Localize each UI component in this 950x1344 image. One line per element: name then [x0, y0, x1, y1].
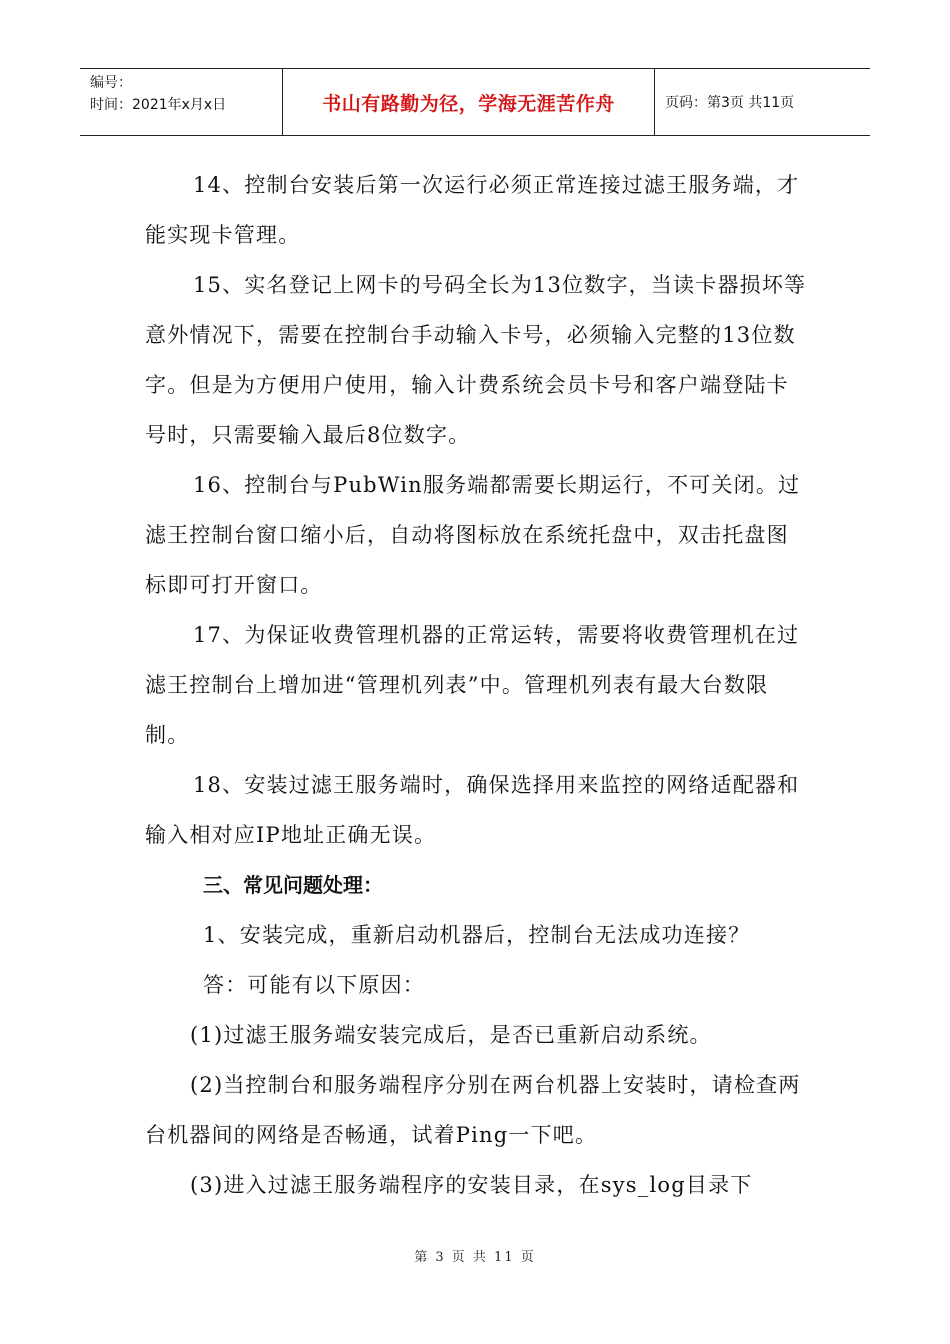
question-1: 1、安装完成，重新启动机器后，控制台无法成功连接？	[203, 923, 751, 947]
reason-3: (3)进入过滤王服务端程序的安装目录，在sys_log目录下	[190, 1173, 753, 1197]
paragraph-18: 18、安装过滤王服务端时，确保选择用来监控的网络适配器和输入相对应IP地址正确无误。	[145, 773, 800, 847]
paragraph-17: 17、为保证收费管理机器的正常运转，需要将收费管理机在过滤王控制台上增加进“管理机列表”中。管理机列表有最大台数限制。	[145, 623, 800, 747]
paragraph-14: 14、控制台安装后第一次运行必须正常连接过滤王服务端，才能实现卡管理。	[145, 173, 800, 247]
header-motto: 书山有路勤为径，学海无涯苦作舟	[283, 69, 655, 135]
header-page-info: 页码：第3页 共11页	[665, 95, 795, 111]
reason-2: (2)当控制台和服务端程序分别在两台机器上安装时，请检查两台机器间的网络是否畅通，试着Ping一下吧。	[145, 1073, 801, 1147]
paragraph-16: 16、控制台与PubWin服务端都需要长期运行，不可关闭。过滤王控制台窗口缩小后，自动将图标放在系统托盘中，双击托盘图标即可打开窗口。	[145, 473, 801, 597]
page-header	[80, 68, 870, 136]
document-time-label: 时间：2021年x月x日	[90, 97, 227, 113]
document-number-label: 编号：	[90, 75, 132, 91]
header-meta	[80, 69, 283, 135]
section-heading-faq: 三、常见问题处理：	[203, 873, 383, 897]
document-body	[145, 160, 810, 1210]
page-footer: 第 3 页 共 11 页	[414, 1250, 536, 1265]
answer-intro: 答：可能有以下原因：	[203, 973, 425, 997]
reason-1: (1)过滤王服务端安装完成后，是否已重新启动系统。	[190, 1023, 712, 1047]
paragraph-15: 15、实名登记上网卡的号码全长为13位数字，当读卡器损坏等意外情况下，需要在控制台手动输入卡号，必须输入完整的13位数字。但是为方便用户使用，输入计费系统会员卡号和客户端登陆卡号时，只需要输入最后8位数字。	[145, 273, 807, 447]
